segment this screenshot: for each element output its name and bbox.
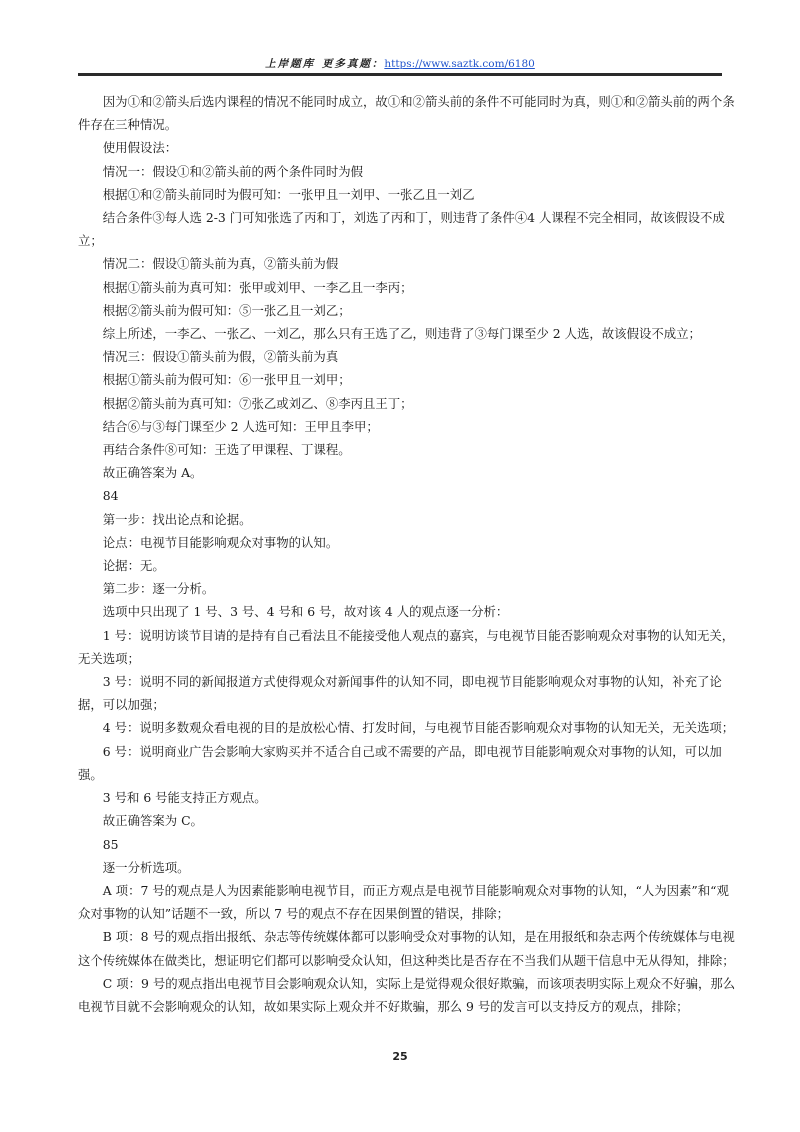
header-label: 更多真题：: [321, 58, 385, 70]
paragraph: 情况二：假设①箭头前为真，②箭头前为假: [102, 256, 339, 272]
paragraph: 使用假设法：: [102, 140, 178, 156]
page-header: [0, 56, 800, 71]
paragraph: 1 号：说明访谈节目请的是持有自己看法且不能接受他人观点的嘉宾，与电视节目能否影响观众对事物的认知无关，无关选项；: [78, 627, 735, 666]
paragraph: 论点：电视节目能影响观众对事物的认知。: [102, 534, 339, 550]
header-rule: [78, 73, 722, 76]
paragraph: 3 号和 6 号能支持正方观点。: [102, 790, 267, 806]
question-number: 84: [102, 488, 119, 504]
paragraph: 故正确答案为 A。: [102, 465, 203, 481]
paragraph: B 项：8 号的观点指出报纸、杂志等传统媒体都可以影响受众对事物的认知，是在用报纸和杂志两个传统媒体与电视这个传统媒体在做类比，想证明它们都可以影响受众认知，但这种类比是否存在不当我们从题干信息中无从得知，排除；: [78, 929, 735, 968]
paragraph: 再结合条件⑧可知：王选了甲课程、丁课程。: [102, 442, 351, 458]
paragraph: 逐一分析选项。: [102, 859, 190, 875]
paragraph: 根据②箭头前为假可知：⑤一张乙且一刘乙；: [102, 302, 351, 318]
paragraph: 第一步：找出论点和论据。: [102, 511, 252, 527]
paragraph: A 项：7 号的观点是人为因素能影响电视节目，而正方观点是电视节目能影响观众对事物的认知，“人为因素”和“观众对事物的认知”话题不一致，所以 7 号的观点不存在因果倒置的错误，排除；: [78, 882, 729, 922]
page-number: 25: [392, 1050, 408, 1063]
paragraph: 根据①箭头前为假可知：⑥一张甲且一刘甲；: [102, 372, 351, 388]
paragraph: 第二步：逐一分析。: [102, 581, 215, 597]
paragraph: 情况一：假设①和②箭头前的两个条件同时为假: [102, 163, 363, 179]
paragraph: 情况三：假设①箭头前为假，②箭头前为真: [102, 349, 339, 365]
question-number: 85: [102, 836, 119, 852]
paragraph: 4 号：说明多数观众看电视的目的是放松心情、打发时间，与电视节目能否影响观众对事物的认知无关，无关选项；: [102, 720, 735, 736]
paragraph: 选项中只出现了 1 号、3 号、4 号和 6 号，故对该 4 人的观点逐一分析：: [102, 604, 509, 620]
paragraph: 故正确答案为 C。: [102, 813, 203, 829]
paragraph: 根据②箭头前为真可知：⑦张乙或刘乙、⑧李丙且王丁；: [102, 395, 413, 411]
paragraph: 论据：无。: [102, 558, 165, 574]
header-separator: [315, 58, 322, 70]
header-link[interactable]: https://www.saztk.com/6180: [384, 58, 535, 70]
paragraph: 3 号：说明不同的新闻报道方式使得观众对新闻事件的认知不同，即电视节目能影响观众对事物的认知，补充了论据，可以加强；: [78, 674, 722, 713]
paragraph: 综上所述，一李乙、一张乙、一刘乙，那么只有王选了乙，则违背了③每门课至少 2 人选，故该假设不成立；: [102, 326, 701, 342]
paragraph: 因为①和②箭头后选内课程的情况不能同时成立，故①和②箭头前的条件不可能同时为真，则①和②箭头前的两个条件存在三种情况。: [78, 94, 735, 133]
paragraph: C 项：9 号的观点指出电视节目会影响观众认知，实际上是觉得观众很好欺骗，而该项表明实际上观众不好骗，那么电视节目就不会影响观众的认知，故如果实际上观众并不好欺骗，那么 9 号的发言可以支持反方的观点，排除；: [78, 975, 736, 1014]
header-brand: 上岸题库: [265, 58, 316, 70]
paragraph: 结合条件③每人选 2-3 门可知张选了丙和丁，刘选了丙和丁，则违背了条件④4 人课程不完全相同，故该假设不成立；: [78, 210, 725, 249]
paragraph: 根据①和②箭头前同时为假可知：一张甲且一刘甲、一张乙且一刘乙: [102, 186, 475, 202]
paragraph: 结合⑥与③每门课至少 2 人选可知：王甲且李甲；: [102, 418, 379, 434]
paragraph: 6 号：说明商业广告会影响大家购买并不适合自己或不需要的产品，即电视节目能影响观众对事物的认知，可以加强。: [78, 743, 722, 782]
paragraph: 根据①箭头前为真可知：张甲或刘甲、一李乙且一李丙；: [102, 279, 413, 295]
document-body: [78, 90, 740, 1018]
